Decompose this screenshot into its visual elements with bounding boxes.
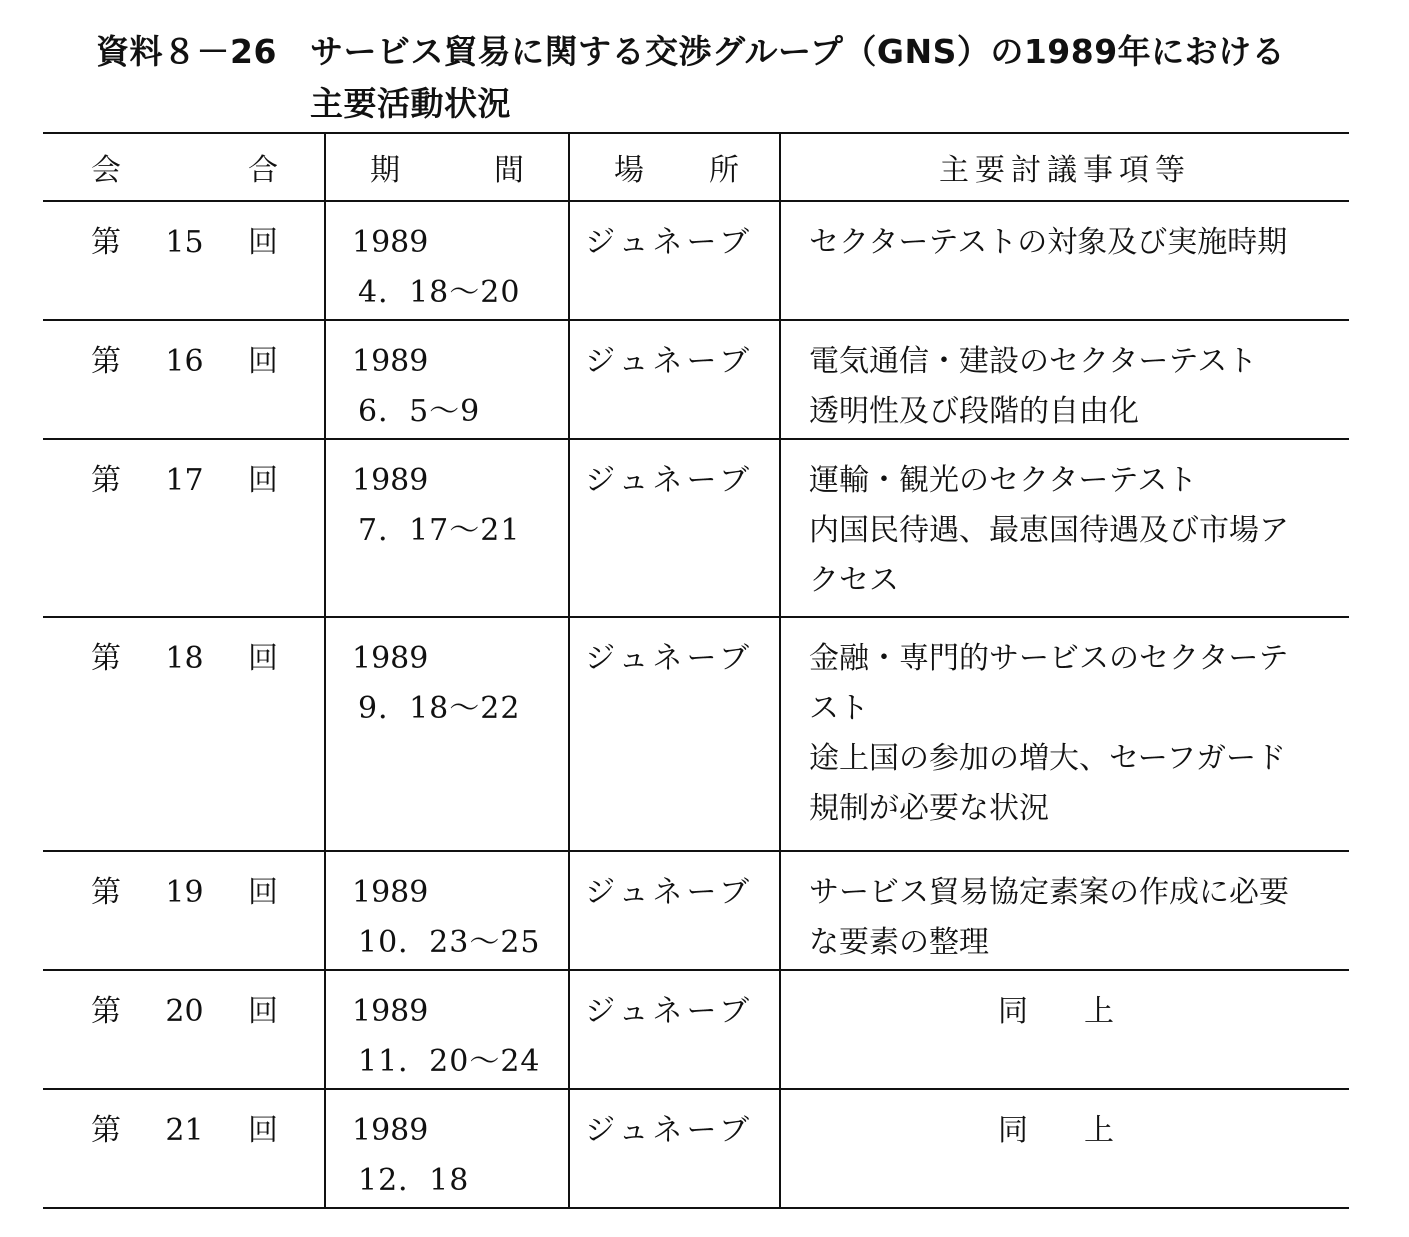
period-dates: 9．18～22 [358, 691, 521, 726]
period-cell [325, 201, 569, 320]
place-cell: ジュネーブ [569, 851, 780, 970]
meeting-cell [43, 439, 325, 617]
period-cell [325, 1089, 569, 1208]
header-meeting [43, 133, 325, 201]
place-cell: ジュネーブ [569, 201, 780, 320]
meeting-number: 15 [165, 225, 204, 260]
meeting-cell [43, 617, 325, 851]
meeting-counter: 回 [248, 1113, 278, 1148]
header-period [325, 133, 569, 201]
topic-line: クセス [809, 563, 899, 598]
place-cell: ジュネーブ [569, 970, 780, 1089]
topic-line: サービス貿易協定素案の作成に必要 [809, 875, 1289, 910]
topic-line: 途上国の参加の増大、セーフガード [809, 741, 1286, 776]
meeting-cell [43, 970, 325, 1089]
meeting-ordinal: 第 [91, 875, 121, 910]
period-cell [325, 320, 569, 439]
table-row [43, 617, 1349, 851]
table-row [43, 851, 1349, 970]
meeting-cell [43, 320, 325, 439]
topic-line: セクターテストの対象及び実施時期 [809, 225, 1288, 260]
meeting-ordinal: 第 [91, 463, 121, 498]
title-line-2: 主要活動状況 [310, 84, 511, 123]
period-cell [325, 851, 569, 970]
table-row [43, 1089, 1349, 1208]
meeting-number: 19 [165, 875, 204, 910]
header-meeting-char-1: 会 [91, 153, 121, 188]
meeting-cell [43, 1089, 325, 1208]
topics-cell [780, 320, 1349, 439]
meeting-number: 20 [165, 994, 204, 1029]
period-dates: 10．23～25 [358, 925, 541, 960]
meeting-counter: 回 [248, 463, 278, 498]
period-dates: 11．20～24 [358, 1044, 541, 1079]
period-cell [325, 439, 569, 617]
topic-line: 内国民待遇、最恵国待遇及び市場ア [809, 513, 1289, 548]
period-year: 1989 [352, 225, 429, 260]
table-header-row [43, 133, 1349, 201]
period-year: 1989 [352, 875, 429, 910]
place-cell: ジュネーブ [569, 617, 780, 851]
header-place-char-2: 所 [709, 153, 739, 188]
topic-line: 金融・専門的サービスのセクターテ [809, 641, 1289, 676]
meeting-number: 21 [165, 1113, 204, 1148]
period-dates: 7．17～21 [358, 513, 521, 548]
period-cell [325, 970, 569, 1089]
topic-line: な要素の整理 [809, 925, 989, 960]
meeting-ordinal: 第 [91, 641, 121, 676]
meeting-ordinal: 第 [91, 344, 121, 379]
topic-line: 運輸・観光のセクターテスト [809, 463, 1198, 498]
period-year: 1989 [352, 641, 429, 676]
place-cell: ジュネーブ [569, 1089, 780, 1208]
meeting-counter: 回 [248, 225, 278, 260]
title-line-1: サービス貿易に関する交渉グループ（GNS）の1989年における [310, 32, 1286, 71]
topic-line: 電気通信・建設のセクターテスト [809, 344, 1258, 379]
meeting-number: 18 [165, 641, 204, 676]
period-dates: 12．18 [358, 1163, 470, 1198]
period-cell [325, 617, 569, 851]
topics-cell-same-as-above: 同上 [780, 1089, 1349, 1208]
period-dates: 4．18～20 [358, 275, 521, 310]
meeting-counter: 回 [248, 994, 278, 1029]
meeting-ordinal: 第 [91, 225, 121, 260]
topic-line: スト [809, 691, 869, 726]
header-place-char-1: 場 [614, 153, 644, 188]
meeting-ordinal: 第 [91, 1113, 121, 1148]
place-cell: ジュネーブ [569, 320, 780, 439]
period-dates: 6．5～9 [358, 394, 481, 429]
period-year: 1989 [352, 344, 429, 379]
table-row [43, 439, 1349, 617]
header-period-char-1: 期 [370, 153, 400, 188]
period-year: 1989 [352, 994, 429, 1029]
meeting-cell [43, 201, 325, 320]
header-place [569, 133, 780, 201]
topics-cell [780, 851, 1349, 970]
meeting-ordinal: 第 [91, 994, 121, 1029]
meeting-counter: 回 [248, 875, 278, 910]
topics-cell [780, 617, 1349, 851]
meeting-number: 17 [165, 463, 204, 498]
topic-line: 規制が必要な状況 [809, 791, 1049, 826]
topics-cell [780, 201, 1349, 320]
period-year: 1989 [352, 463, 429, 498]
header-topics: 主要討議事項等 [780, 133, 1349, 201]
period-year: 1989 [352, 1113, 429, 1148]
activity-table [43, 132, 1349, 1209]
document-title [96, 26, 1285, 130]
table-row [43, 970, 1349, 1089]
header-period-char-2: 間 [494, 153, 524, 188]
table-row [43, 320, 1349, 439]
topics-cell-same-as-above: 同上 [780, 970, 1349, 1089]
meeting-cell [43, 851, 325, 970]
meeting-counter: 回 [248, 344, 278, 379]
document-label: 資料８－26 [96, 32, 277, 71]
topics-cell [780, 439, 1349, 617]
meeting-number: 16 [165, 344, 204, 379]
table-row [43, 201, 1349, 320]
meeting-counter: 回 [248, 641, 278, 676]
header-meeting-char-2: 合 [248, 153, 278, 188]
place-cell: ジュネーブ [569, 439, 780, 617]
topic-line: 透明性及び段階的自由化 [809, 394, 1139, 429]
